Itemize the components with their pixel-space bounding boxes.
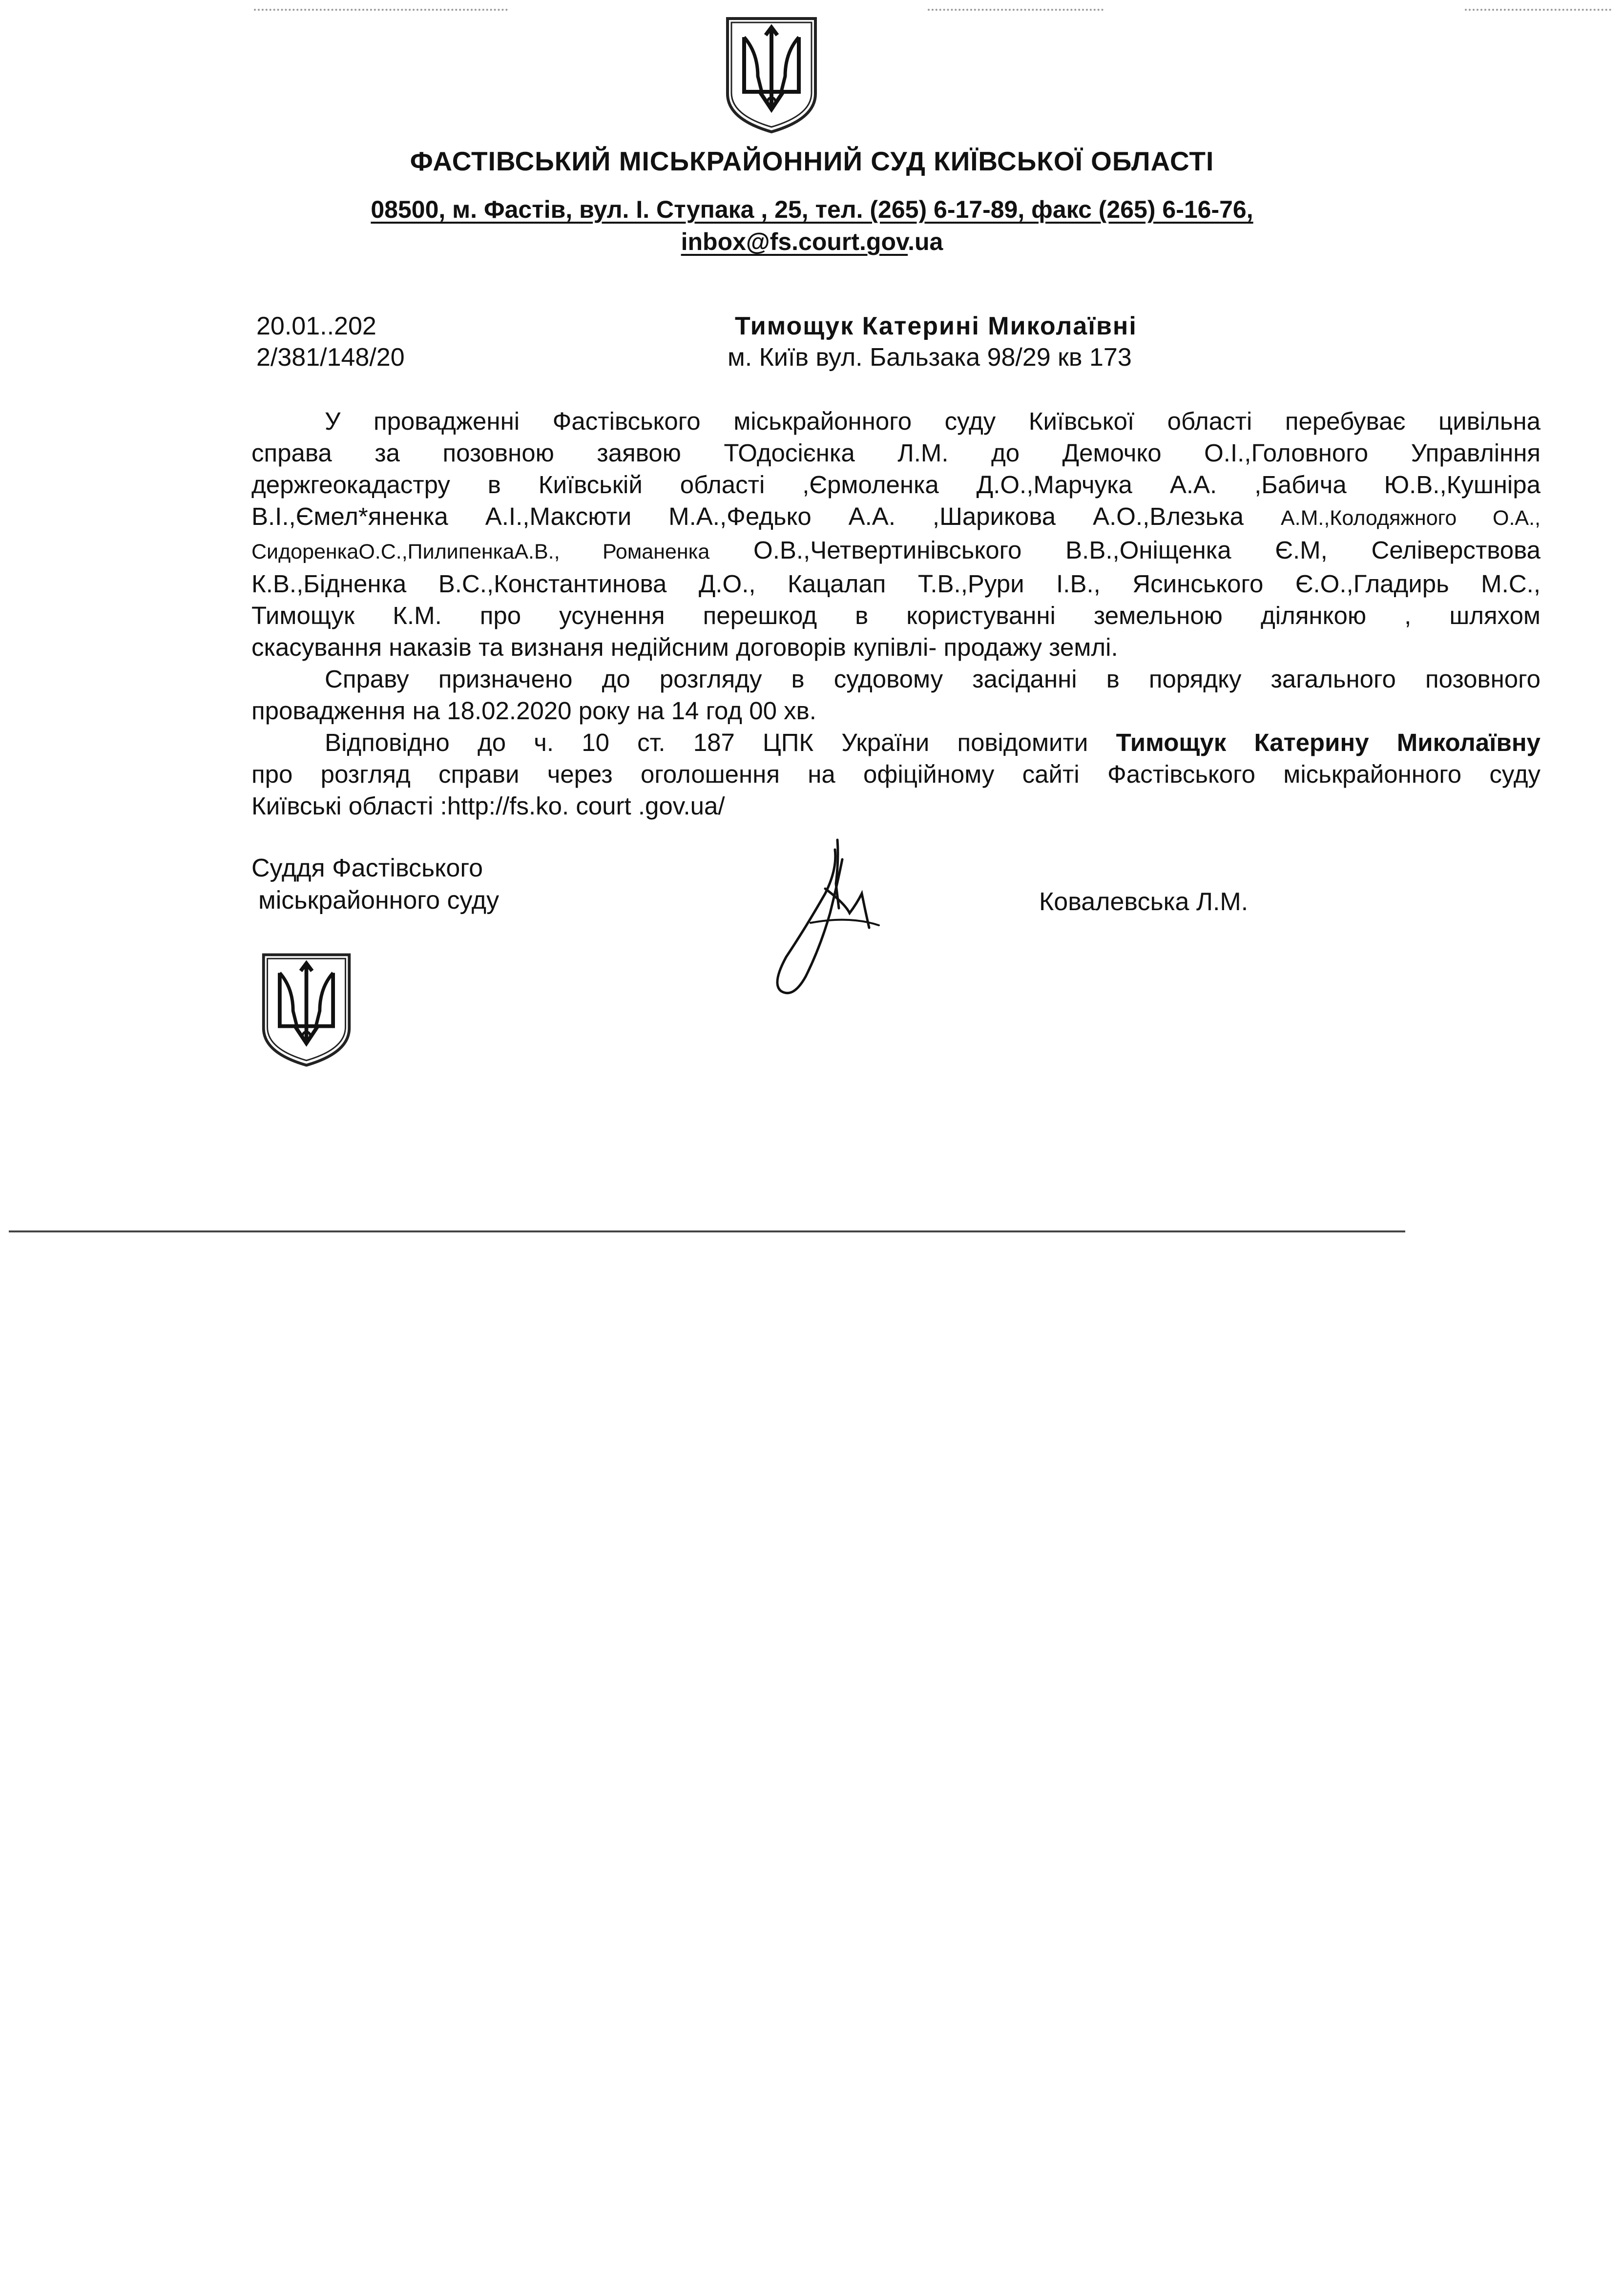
court-address (0, 195, 1624, 224)
body-line: Справу призначено до розгляду в судовому засіданні в порядку загального позовного (325, 665, 1541, 693)
body-line: К.В.,Бідненка В.С.,Константинова Д.О., Кацалап Т.В.,Рури І.В., Ясинського Є.О.,Гладирь М.С., (251, 570, 1541, 598)
document-date: 20.01..202 (256, 312, 376, 340)
recipient-name: Тимощук Катерині Миколаївні (735, 312, 1137, 340)
trident-coat-of-arms-icon (259, 950, 354, 1069)
scan-artifact (254, 9, 508, 13)
body-line: провадження на 18.02.2020 року на 14 год 00 хв. (251, 697, 816, 725)
court-name: ФАСТІВСЬКИЙ МІСЬКРАЙОННИЙ СУД КИЇВСЬКОЇ ОБЛАСТІ (410, 146, 1214, 176)
court-email: inbox@fs.court.gov (681, 228, 908, 255)
judge-title (251, 852, 499, 916)
page-divider (9, 1230, 1405, 1232)
body-line: Київські області :http://fs.ko. court .gov.ua/ (251, 792, 725, 820)
body-line: В.І.,Ємел*яненка А.І.,Максюти М.А.,Федько А.А. ,Шарикова А.О.,Влезька А.М.,Колодяжного О.А., (251, 502, 1541, 530)
notice-body (251, 405, 1541, 822)
body-line: Тимощук К.М. про усунення перешкод в користуванні земельною ділянкою , шляхом (251, 602, 1541, 629)
body-line: У провадженні Фастівського міськрайонного суду Київської області перебуває цивільна (325, 407, 1541, 435)
judge-name: Ковалевська Л.М. (1039, 888, 1249, 916)
body-line: справа за позовною заявою ТОдосієнка Л.М. до Демочко О.І.,Головного Управління (251, 439, 1541, 467)
judge-title-line: міськрайонного суду (258, 886, 500, 915)
scan-artifact (1465, 9, 1611, 13)
body-line: СидоренкаО.С.,ПилипенкаА.В., Романенка О.В.,Четвертинівського В.В.,Оніщенка Є.М, Селіверствова (251, 536, 1541, 564)
body-line: держгеокадастру в Київській області ,Єрмоленка Д.О.,Марчука А.А. ,Бабича Ю.В.,Кушніра (251, 471, 1541, 499)
recipient-name-inline: Тимощук Катерину Миколаївну (1116, 729, 1541, 756)
case-number: 2/381/148/20 (256, 343, 405, 372)
body-line: скасування наказів та визнаня недійсним договорів купівлі- продажу землі. (251, 633, 1118, 661)
court-email-line (0, 228, 1624, 256)
trident-coat-of-arms-icon (723, 14, 820, 136)
body-line: Відповідно до ч. 10 ст. 187 ЦПК України повідомити Тимощук Катерину Миколаївну (325, 729, 1541, 756)
court-email-domain: .ua (908, 228, 943, 255)
judge-title-line: Суддя Фастівського (251, 854, 483, 882)
address-line-1: 08500, м. Фастів, вул. І. Ступака , 25, тел. (265) 6-17-89, факс (265) 6-16-76, (371, 196, 1253, 223)
handwritten-signature (752, 830, 894, 999)
body-line: про розгляд справи через оголошення на офіційному сайті Фастівського міськрайонного суду (251, 760, 1541, 788)
scan-artifact (928, 9, 1103, 13)
recipient-address: м. Київ вул. Бальзака 98/29 кв 173 (728, 343, 1132, 372)
